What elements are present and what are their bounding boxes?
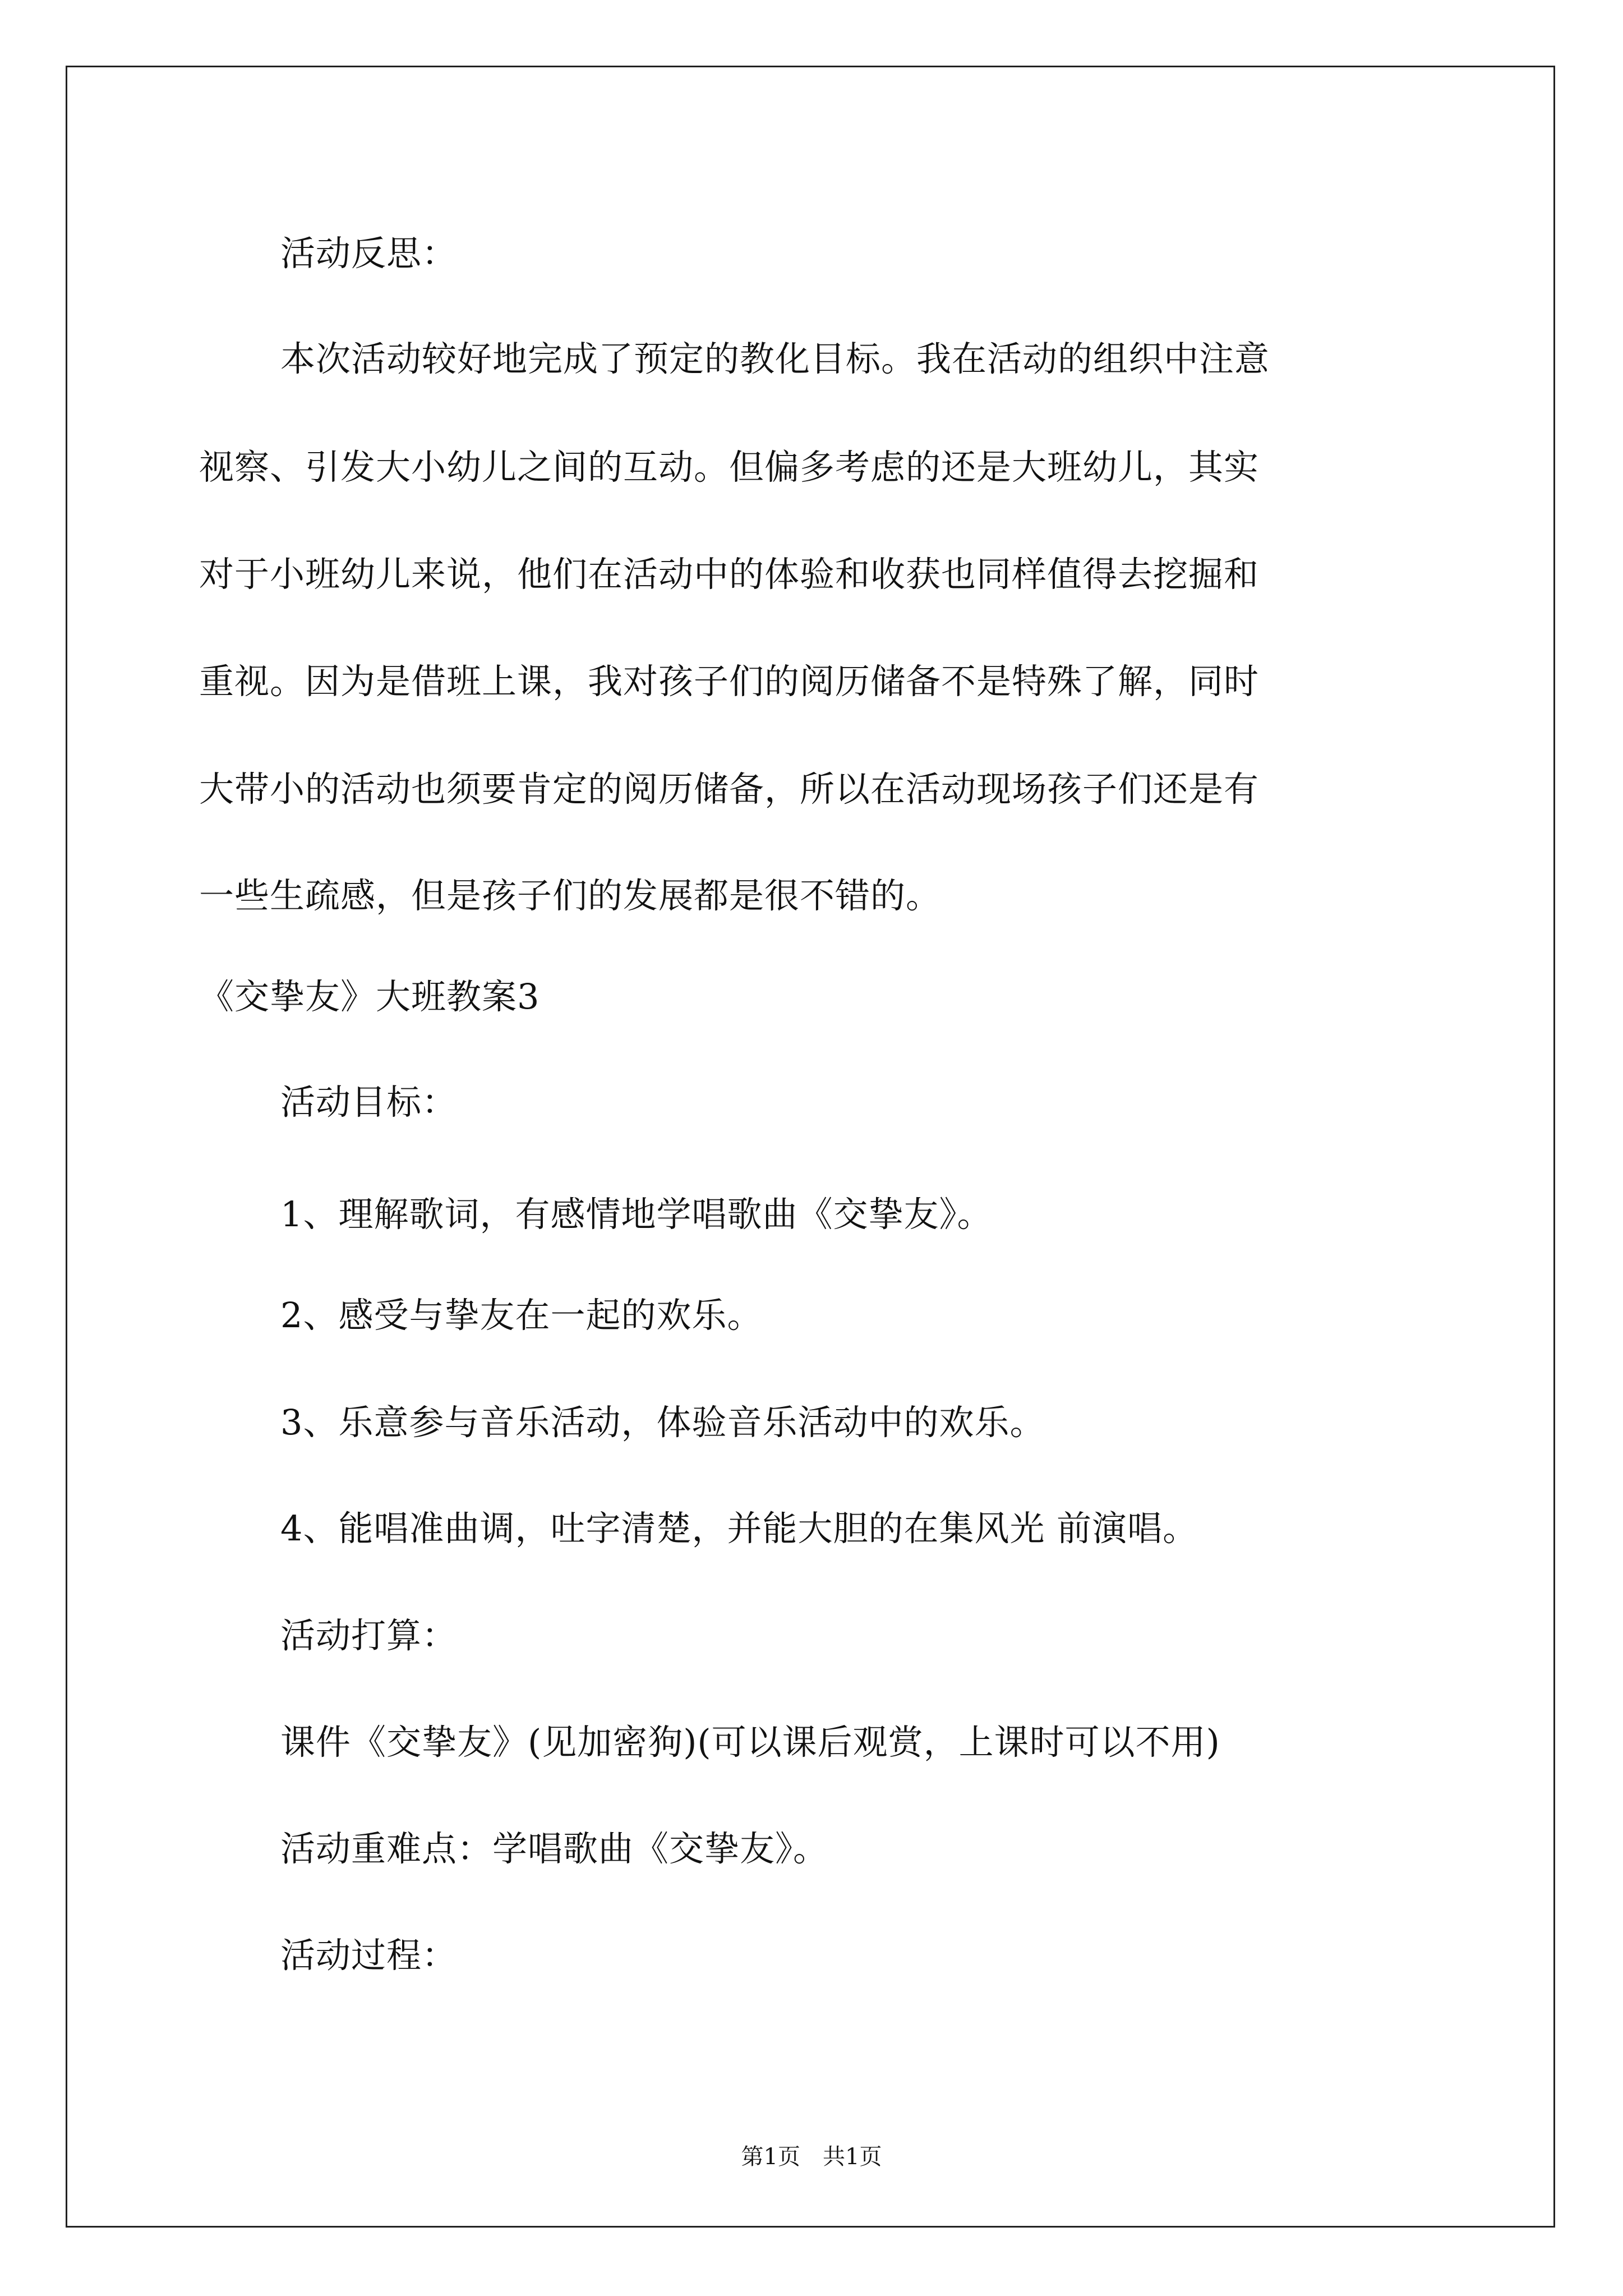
page-footer: 第1页 共1页: [741, 2144, 882, 2170]
paragraph-line: 对于小班幼儿来说，他们在活动中的体验和收获也同样值得去挖掘和: [199, 554, 1260, 595]
paragraph-line: 视察、引发大小幼儿之间的互动。但偏多考虑的还是大班幼儿，其实: [199, 447, 1260, 487]
paragraph-line: 一些生疏感，但是孩子们的发展都是很不错的。: [199, 875, 942, 916]
goal-item: 2、感受与挚友在一起的欢乐。: [280, 1295, 763, 1336]
section-title: 《交挚友》大班教案3: [199, 976, 540, 1017]
paragraph-line: 重视。因为是借班上课，我对孩子们的阅历储备不是特殊了解，同时: [199, 661, 1260, 702]
page-border: [66, 66, 1555, 2228]
goal-item: 1、理解歌词，有感情地学唱歌曲《交挚友》。: [280, 1194, 993, 1235]
heading-activity-preparation: 活动打算：: [280, 1615, 458, 1656]
preparation-text: 课件《交挚友》(见加密狗)(可以课后观赏，上课时可以不用): [280, 1722, 1220, 1763]
paragraph-line: 大带小的活动也须要肯定的阅历储备，所以在活动现场孩子们还是有: [199, 769, 1260, 809]
heading-activity-process: 活动过程：: [280, 1935, 458, 1976]
key-points-text: 活动重难点：学唱歌曲《交挚友》。: [280, 1828, 829, 1869]
heading-activity-reflection: 活动反思：: [280, 233, 458, 274]
heading-activity-goals: 活动目标：: [280, 1082, 458, 1122]
goal-item: 3、乐意参与音乐活动，体验音乐活动中的欢乐。: [280, 1402, 1045, 1443]
goal-item: 4、能唱准曲调，吐字清楚，并能大胆的在集风光 前演唱。: [280, 1508, 1198, 1549]
paragraph-line: 本次活动较好地完成了预定的教化目标。我在活动的组织中注意: [280, 338, 1270, 379]
